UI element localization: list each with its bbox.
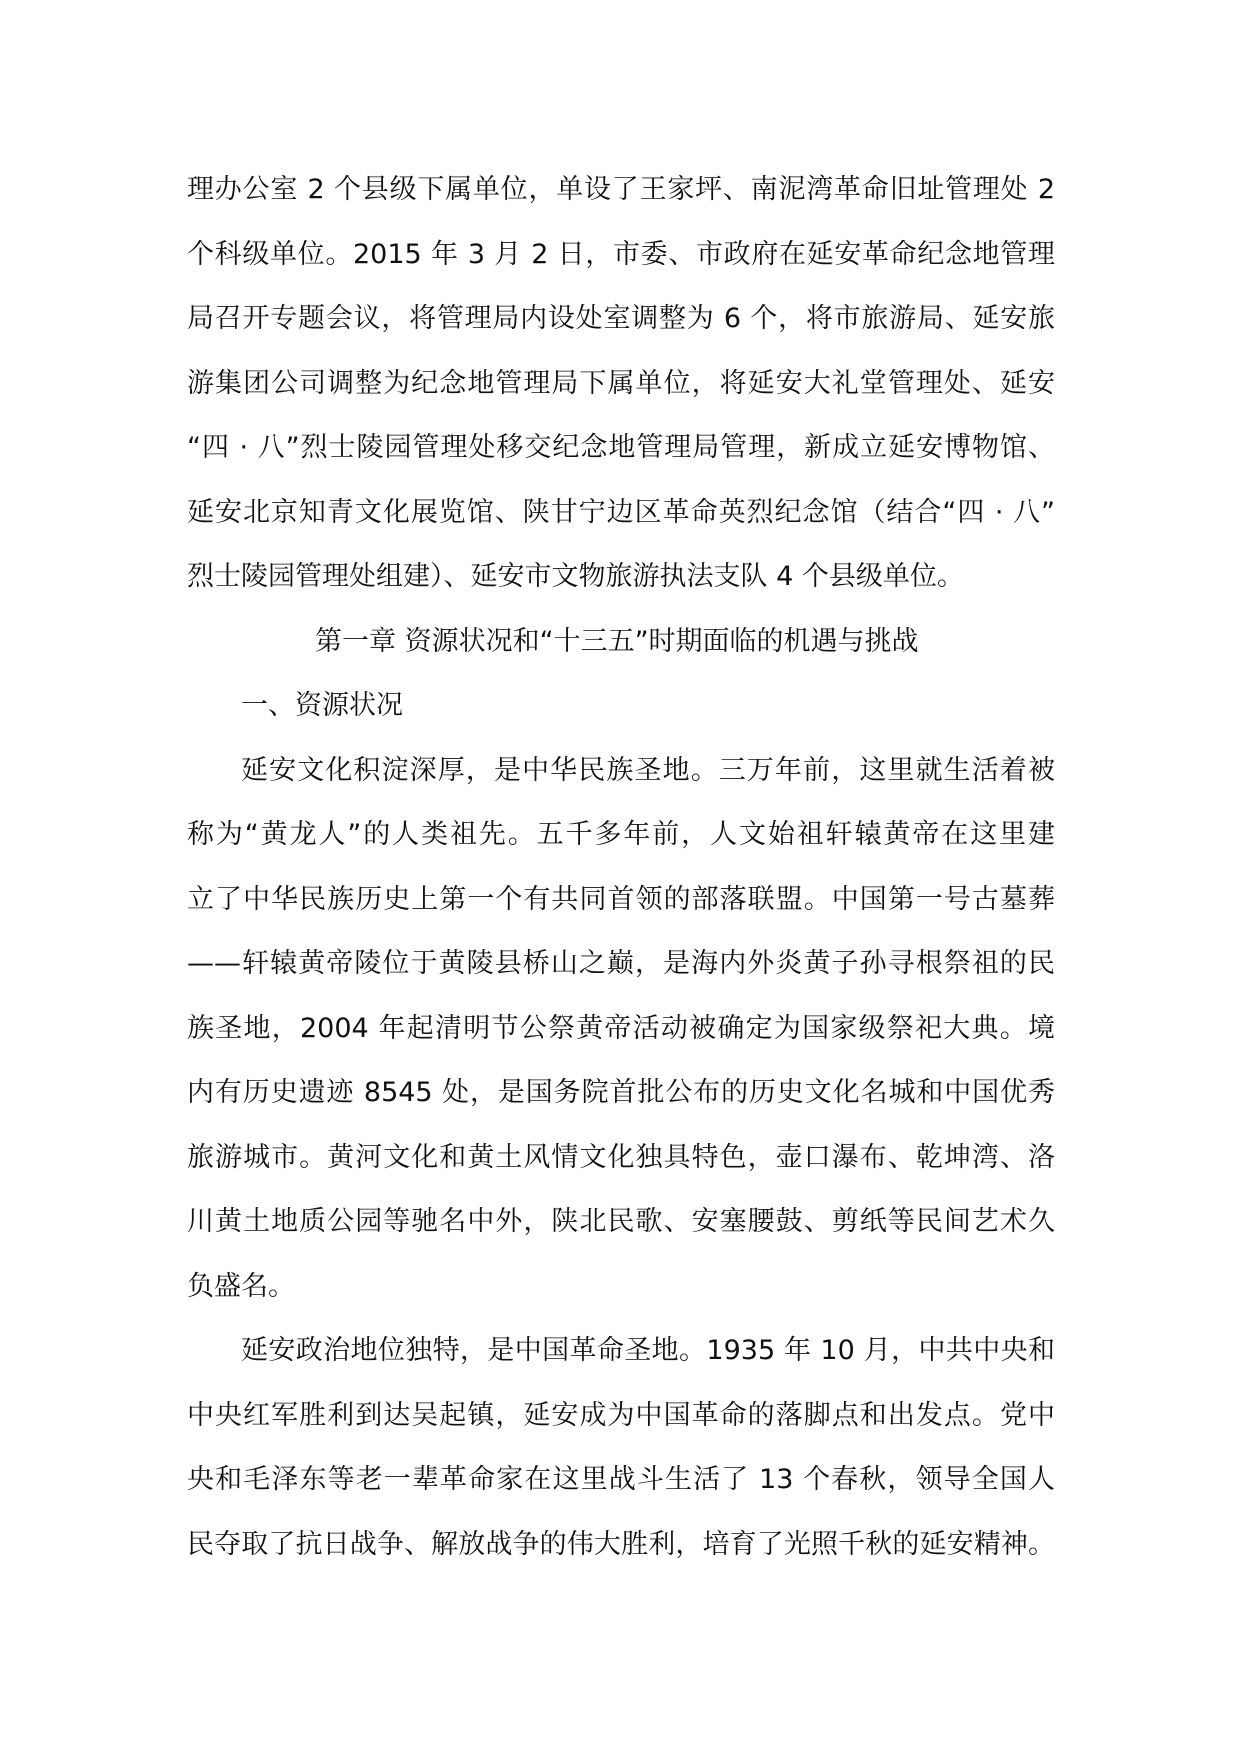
text-line: 民夺取了抗日战争、解放战争的伟大胜利，培育了光照千秋的延安精神。 [187, 1528, 1055, 1560]
text-line: 游集团公司调整为纪念地管理局下属单位，将延安大礼堂管理处、延安 [187, 367, 1055, 399]
text-line: 中央红军胜利到达吴起镇，延安成为中国革命的落脚点和出发点。党中 [187, 1399, 1055, 1431]
text-line: 称为“黄龙人”的人类祖先。五千多年前，人文始祖轩辕黄帝在这里建 [187, 819, 1055, 850]
text-line: 立了中华民族历史上第一个有共同首领的部落联盟。中国第一号古墓葬 [187, 883, 1055, 915]
chapter-heading: 第一章 资源状况和“十三五”时期面临的机遇与挑战 [315, 625, 919, 657]
text-line: 族圣地，2004 年起清明节公祭黄帝活动被确定为国家级祭祀大典。境 [187, 1012, 1055, 1044]
text-line: 旅游城市。黄河文化和黄土风情文化独具特色，壶口瀑布、乾坤湾、洛 [187, 1141, 1055, 1173]
paragraph-start: 延安政治地位独特，是中国革命圣地。1935 年 10 月，中共中央和 [241, 1335, 1055, 1366]
text-line: 局召开专题会议，将管理局内设处室调整为 6 个，将市旅游局、延安旅 [187, 303, 1055, 334]
text-line: 央和毛泽东等老一辈革命家在这里战斗生活了 13 个春秋，领导全国人 [187, 1464, 1055, 1495]
section-heading: 一、资源状况 [241, 690, 403, 721]
paragraph-start: 延安文化积淀深厚，是中华民族圣地。三万年前，这里就生活着被 [241, 754, 1055, 786]
text-line: “四 · 八”烈士陵园管理处移交纪念地管理局管理，新成立延安博物馆、 [187, 432, 1055, 463]
text-line: 内有历史遗迹 8545 处，是国务院首批公布的历史文化名城和中国优秀 [187, 1077, 1055, 1108]
text-line: ——轩辕黄帝陵位于黄陵县桥山之巅，是海内外炎黄子孙寻根祭祖的民 [187, 948, 1055, 979]
text-line: 烈士陵园管理处组建）、延安市文物旅游执法支队 4 个县级单位。 [187, 561, 964, 592]
text-line: 个科级单位。2015 年 3 月 2 日，市委、市政府在延安革命纪念地管理 [187, 238, 1055, 270]
text-line: 川黄土地质公园等驰名中外，陕北民歌、安塞腰鼓、剪纸等民间艺术久 [187, 1206, 1055, 1237]
text-line: 延安北京知青文化展览馆、陕甘宁边区革命英烈纪念馆（结合“四 · 八” [187, 496, 1055, 528]
text-line: 负盛名。 [187, 1270, 295, 1302]
text-line: 理办公室 2 个县级下属单位，单设了王家坪、南泥湾革命旧址管理处 2 [187, 174, 1055, 205]
body-text [187, 158, 1055, 1577]
